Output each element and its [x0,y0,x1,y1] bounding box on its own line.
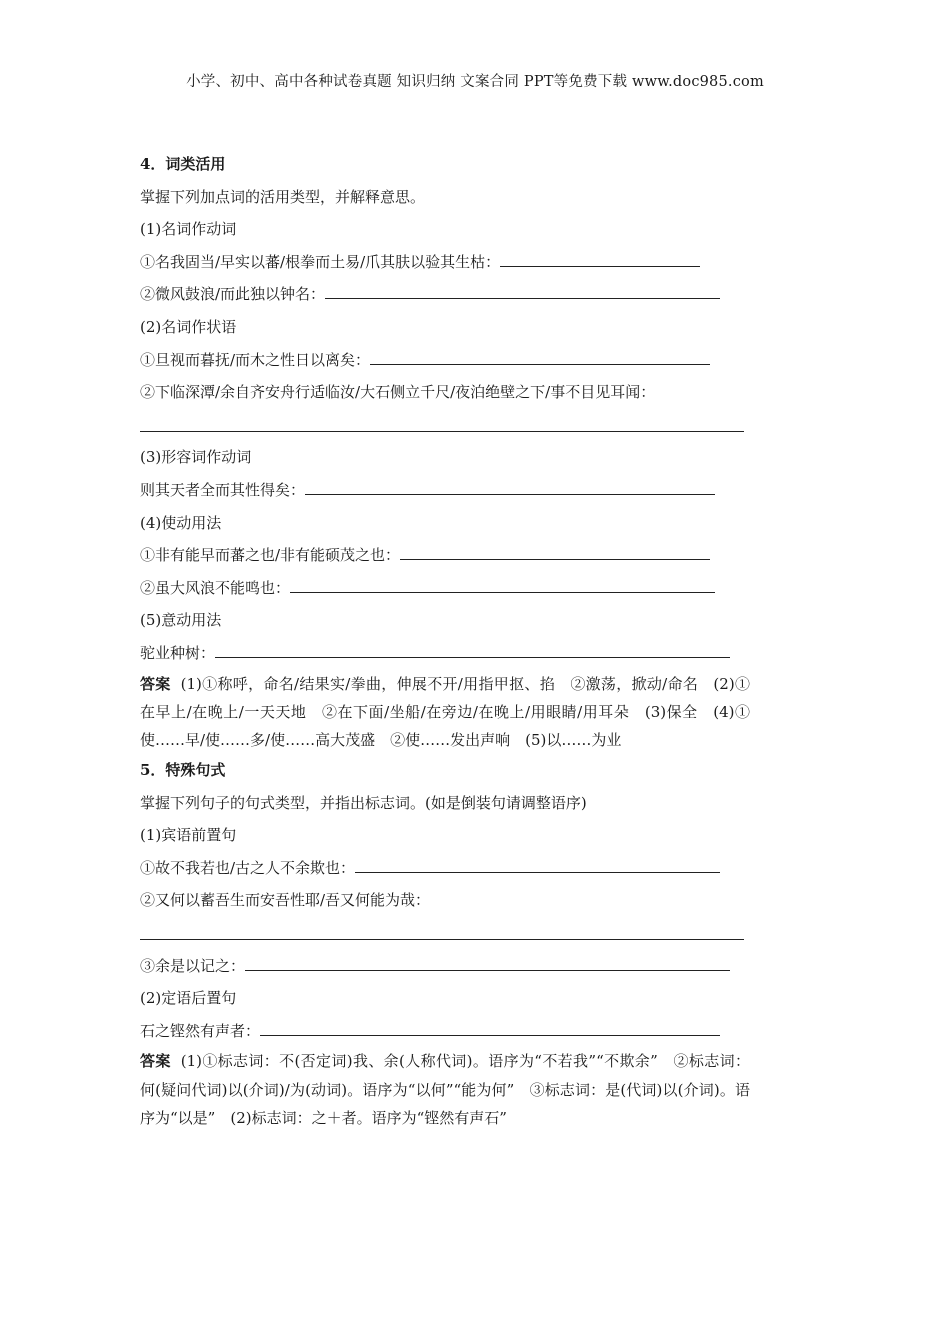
section-4-intro: 掌握下列加点词的活用类型，并解释意思。 [140,187,426,206]
section-4-title: 4．词类活用 [140,155,226,173]
answer-label: 答案 [140,674,171,693]
q4-item-a [140,539,750,572]
q3-item-a [140,474,750,507]
q4-b-prompt: ②虽大风浪不能鸣也： [140,578,291,597]
s5-q2-heading: (2)定语后置句 [140,989,237,1008]
answer-label: 答案 [140,1052,171,1071]
q1-item-a [140,246,750,279]
q4-heading: (4)使动用法 [140,513,222,532]
q2-heading: (2)名词作状语 [140,317,237,336]
s5-q1-a-answer-blank[interactable] [355,858,720,873]
q1-heading: (1)名词作动词 [140,220,237,239]
q5-a-prompt: 驼业种树： [140,643,216,662]
page-header: 小学、初中、高中各种试卷真题 知识归纳 文案合同 PPT等免费下载 www.doc985.com [186,74,764,90]
q4-a-prompt: ①非有能早而蕃之也/非有能硕茂之也： [140,546,401,565]
s5-q1-b-answer-blank[interactable] [140,917,750,950]
q1-a-answer-blank[interactable] [500,252,700,267]
q3-heading: (3)形容词作动词 [140,448,252,467]
q4-item-b [140,572,750,605]
s5-q2-item-a [140,1015,750,1048]
s5-q1-b-prompt: ②又何以蓄吾生而安吾性耶/吾又何能为哉： [140,891,431,910]
section-4-answer [140,670,750,755]
q1-b-answer-blank[interactable] [325,284,720,299]
s5-q1-item-a [140,852,750,885]
q5-heading: (5)意动用法 [140,611,222,630]
s5-q1-a-prompt: ①故不我若也/古之人不余欺也： [140,858,356,877]
q1-a-prompt: ①名我固当/早实以蕃/根拳而土易/爪其肤以验其生枯： [140,252,501,271]
q2-a-prompt: ①旦视而暮抚/而木之性日以离矣： [140,350,371,369]
s5-q1-item-c [140,950,750,983]
q5-a-answer-blank[interactable] [215,643,730,658]
answer-text: (1)①称呼，命名/结果实/拳曲，伸展不开/用指甲抠、掐 ②激荡，掀动/命名 (2)①在早上/在晚上/一天天地 ②在下面/坐船/在旁边/在晚上/用眼睛/用耳朵 (3)保全 (4)①使……早/使……多/使……高大茂盛 ②使……发出声响 (5)以……为业 [140,674,750,749]
q2-b-prompt: ②下临深潭/余自齐安舟行适临汝/大石侧立千尺/夜泊绝壁之下/事不目见耳闻： [140,383,656,402]
q1-b-prompt: ②微风鼓浪/而此独以钟名： [140,285,326,304]
s5-q1-c-prompt: ③余是以记之： [140,956,246,975]
s5-q2-a-answer-blank[interactable] [260,1021,720,1036]
s5-q2-a-prompt: 石之铿然有声者： [140,1021,261,1040]
q2-item-a [140,344,750,377]
section-5-intro: 掌握下列句子的句式类型，并指出标志词。(如是倒装句请调整语序) [140,793,587,812]
q2-b-answer-blank[interactable] [140,409,750,442]
s5-q1-heading: (1)宾语前置句 [140,826,237,845]
s5-q1-c-answer-blank[interactable] [245,956,730,971]
q5-item-a [140,637,750,670]
q4-a-answer-blank[interactable] [400,545,710,560]
section-5-title: 5．特殊句式 [140,761,226,780]
section-5-answer [140,1047,750,1132]
q3-a-prompt: 则其天者全而其性得矣： [140,480,306,499]
q1-item-b [140,278,750,311]
q3-a-answer-blank[interactable] [305,480,715,495]
q4-b-answer-blank[interactable] [290,578,715,593]
content [140,148,750,1132]
answer-text: (1)①标志词：不(否定词)我、余(人称代词)。语序为“不若我”“不欺余” ②标志词：何(疑问代词)以(介词)/为(动词)。语序为“以何”“能为何” ③标志词：是(代词)以(介词)。语序为“以是” (2)标志词：之＋者。语序为“铿然有声石” [140,1052,750,1127]
q2-a-answer-blank[interactable] [370,350,710,365]
